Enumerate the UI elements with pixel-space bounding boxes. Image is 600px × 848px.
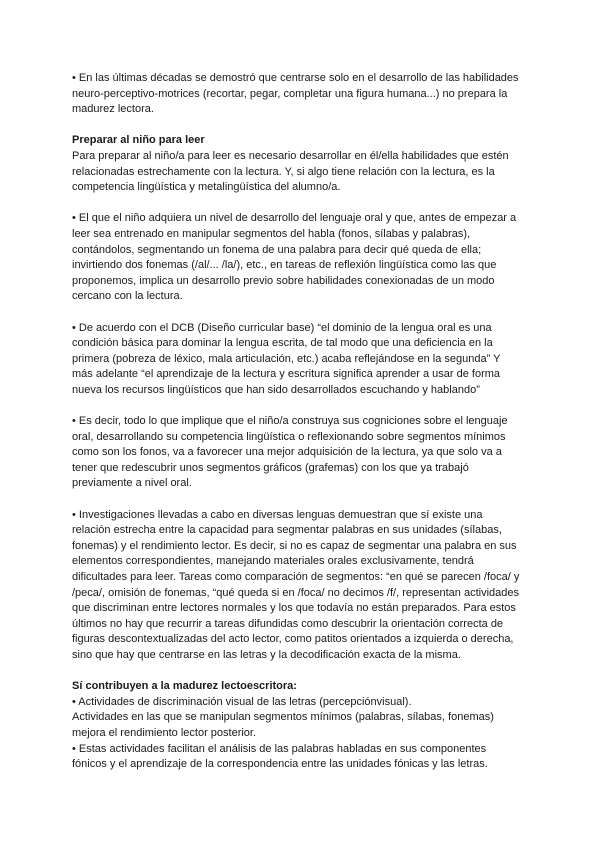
list-item: • Estas actividades facilitan el análisis de las palabras habladas en sus componentes fónicos y el aprendizaje de la correspondencia entre las unidades fónicas y las letras. <box>72 742 488 771</box>
section-heading-contribuyen: Sí contribuyen a la madurez lectoescritora: <box>72 680 297 693</box>
list-item: • Actividades de discriminación visual de las letras (percepciónvisual). <box>72 695 412 708</box>
section-body-preparar: Para preparar al niño/a para leer es necesario desarrollar en él/ella habilidades que estén relacionadas estrechamente con la lectura. Y, si algo tiene relación con la lectura, es la competencia lingüística y metalingüística del alumno/a. <box>72 149 509 194</box>
paragraph-investigaciones: • Investigaciones llevadas a cabo en diversas lenguas demuestran que sí existe una relación estrecha entre la capacidad para segmentar palabras en sus unidades (sílabas, fonemas) y el rendimiento lector. Es decir, si no es capaz de segmentar una palabra en sus elementos correspondientes, manejando materiales orales exclusivamente, tendrá dificultades para leer. Tareas como comparación de segmentos: “en qué se parecen /foca/ y /peca/, omisión de fonemas, “qué queda si en /foca/ no decimos /f/, representan actividades que discriminan entre lectores normales y los que todavía no están preparados. Para estos últimos no hay que recurrir a tareas difundidas como descubrir la orientación correcta de figuras descontextualizadas del acto lector, como patitos orientados a izquierda o derecha, sino que hay que centrarse en las letras y la decodificación exacta de la misma. <box>72 508 520 661</box>
paragraph-lenguaje-oral: • El que el niño adquiera un nivel de desarrollo del lenguaje oral y que, antes de empezar a leer sea entrenado en manipular segmentos del habla (fonos, sílabas y palabras), contándolos, segmentando un fonema de una palabra para decir qué queda de ella; invirtiendo dos fonemas (/al/... /la/), etc., en tareas de reflexión lingüística como las que proponemos, implica un desarrollo previo sobre habilidades conexionadas de un modo cercano con la lectura. <box>72 212 517 303</box>
paragraph-es-decir: • Es decir, todo lo que implique que el niño/a construya sus cogniciones sobre el lenguaje oral, desarrollando su competencia lingüística o reflexionando sobre segmentos mínimos como son los fonos, va a favorecer una mejor adquisición de la lectura, ya que solo va a tener que redescubrir unos segmentos gráficos (grafemas) con los que ya trabajó previamente a nivel oral. <box>72 415 508 490</box>
intro-paragraph: • En las últimas décadas se demostró que centrarse solo en el desarrollo de las habilidades neuro-perceptivo-motrices (recortar, pegar, completar una figura humana...) no prepara la madurez lectora. <box>72 72 519 116</box>
document-page <box>72 71 524 773</box>
section-heading-preparar: Preparar al niño para leer <box>72 134 205 147</box>
list-item: Actividades en las que se manipulan segmentos mínimos (palabras, sílabas, fonemas) mejora el rendimiento lector posterior. <box>72 711 494 739</box>
paragraph-dcb: • De acuerdo con el DCB (Diseño curricular base) “el dominio de la lengua oral es una condición básica para dominar la lengua escrita, de tal modo que una deficiencia en la primera (pobreza de léxico, mala articulación, etc.) acaba reflejándose en la segunda” Y más adelante “el aprendizaje de la lectura y escritura significa aprender a usar de forma nueva los recursos lingüísticos que han sido desarrollados escuchando y hablando” <box>72 321 501 396</box>
